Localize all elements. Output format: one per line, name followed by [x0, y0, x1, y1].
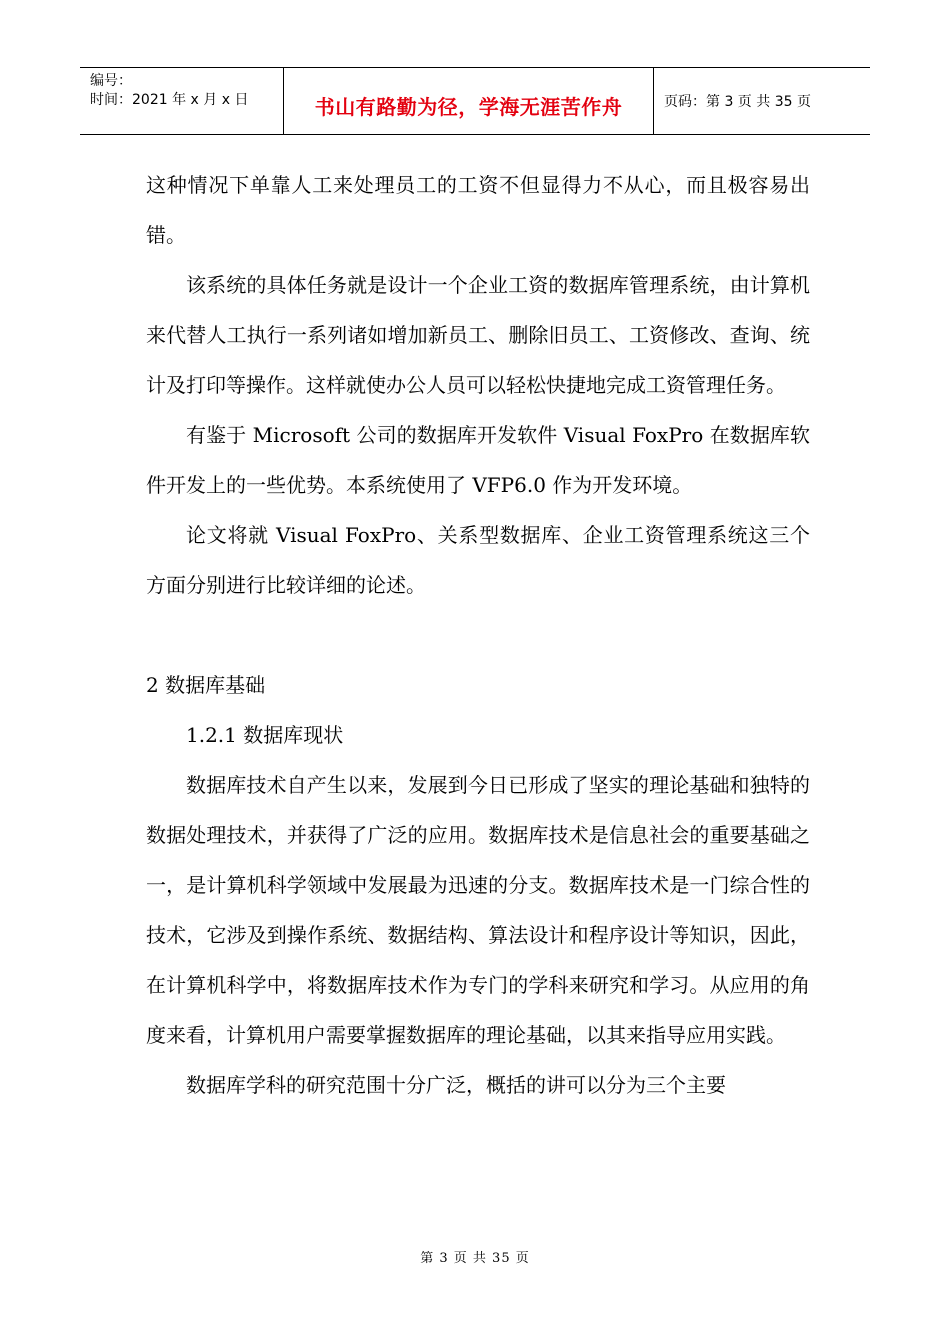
document-body	[146, 160, 810, 1110]
paragraph-thesis-outline: 论文将就 Visual FoxPro、关系型数据库、企业工资管理系统这三个方面分别进行比较详细的论述。	[146, 523, 810, 597]
page-info-label: 页码：第 3 页 共 35 页	[664, 94, 811, 110]
paragraph-database-status: 数据库技术自产生以来，发展到今日已形成了坚实的理论基础和独特的数据处理技术，并获得了广泛的应用。数据库技术是信息社会的重要基础之一，是计算机科学领域中发展最为迅速的分支。数据库技术是一门综合性的技术，它涉及到操作系统、数据结构、算法设计和程序设计等知识，因此，在计算机科学中，将数据库技术作为专门的学科来研究和学习。从应用的角度来看，计算机用户需要掌握数据库的理论基础，以其来指导应用实践。	[146, 773, 810, 1047]
serial-number-label: 编号：	[90, 73, 132, 89]
paragraph-vfp-environment: 有鉴于 Microsoft 公司的数据库开发软件 Visual FoxPro 在数据库软件开发上的一些优势。本系统使用了 VFP6.0 作为开发环境。	[146, 423, 810, 497]
date-label: 时间：2021 年 x 月 x 日	[90, 92, 249, 108]
document-header	[80, 67, 870, 135]
header-right-cell	[654, 68, 870, 134]
subsection-heading: 1.2.1 数据库现状	[186, 723, 344, 747]
section-heading: 2 数据库基础	[146, 673, 266, 697]
header-motto: 书山有路勤为径，学海无涯苦作舟	[314, 95, 623, 119]
paragraph-continued: 这种情况下单靠人工来处理员工的工资不但显得力不从心，而且极容易出错。	[146, 173, 810, 247]
page-footer: 第 3 页 共 35 页	[420, 1251, 530, 1266]
header-left-cell	[80, 68, 283, 134]
header-middle-cell	[283, 68, 654, 134]
paragraph-database-research: 数据库学科的研究范围十分广泛，概括的讲可以分为三个主要	[186, 1073, 726, 1097]
paragraph-system-task: 该系统的具体任务就是设计一个企业工资的数据库管理系统，由计算机来代替人工执行一系列诸如增加新员工、删除旧员工、工资修改、查询、统计及打印等操作。这样就使办公人员可以轻松快捷地完成工资管理任务。	[146, 273, 810, 397]
section-spacer	[146, 610, 810, 660]
